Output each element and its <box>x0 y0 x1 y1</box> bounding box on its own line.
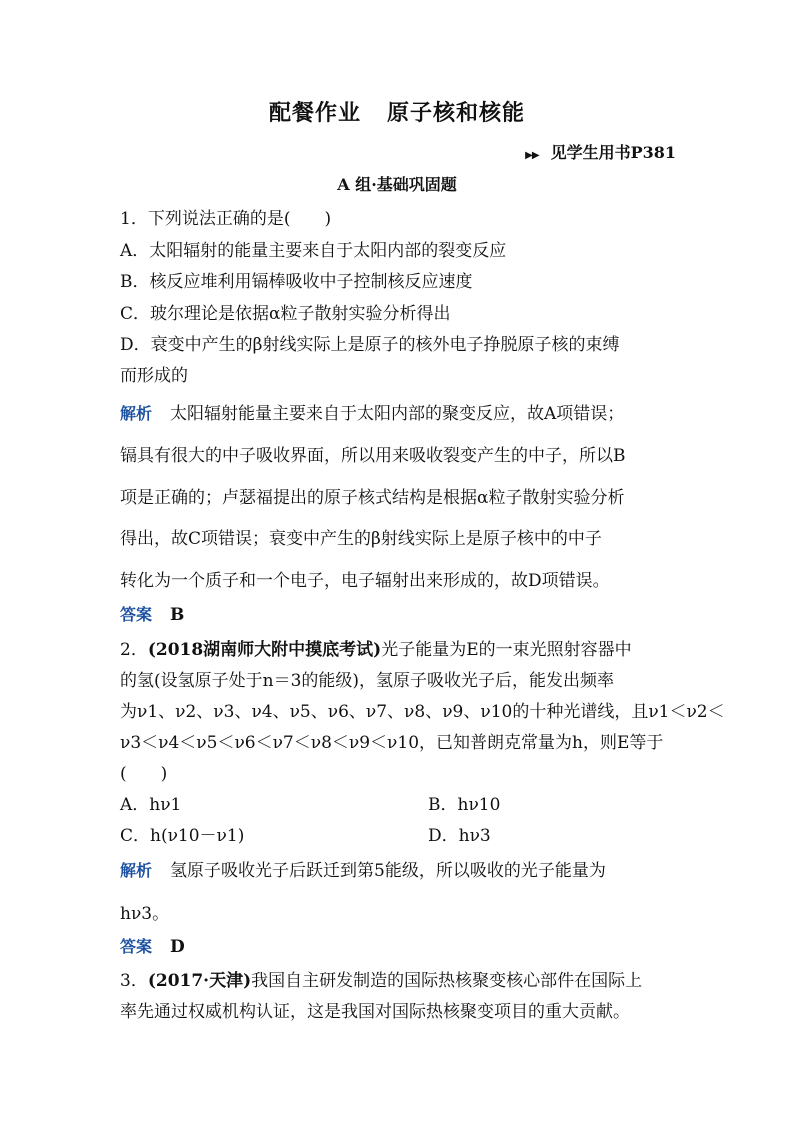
q2-stem-line5: ( ) <box>120 764 168 784</box>
analysis-label: 解析 <box>120 861 153 880</box>
q2-stem-line2: 的氢(设氢原子处于n＝3的能级)，氢原子吸收光子后，能发出频率 <box>120 671 615 691</box>
double-arrow-icon: ▶▶ <box>525 150 539 161</box>
title-left: 配餐作业 <box>268 101 361 126</box>
q2-analysis-line: hν3。 <box>120 904 170 924</box>
reference-note <box>525 140 676 163</box>
group-title: A 组·基础巩固题 <box>337 175 457 194</box>
answer-label: 答案 <box>120 937 153 956</box>
q2-source: (2018湖南师大附中摸底考试) <box>147 640 382 660</box>
title-right: 原子核和核能 <box>387 101 526 126</box>
page-title <box>0 96 794 127</box>
q1-answer-value: B <box>170 605 185 625</box>
reference-text: 见学生用书P381 <box>550 143 676 162</box>
q1-answer <box>120 602 184 625</box>
q1-analysis-line: 转化为一个质子和一个电子，电子辐射出来形成的，故D项错误。 <box>120 571 610 591</box>
q2-option-d: D．hν3 <box>428 826 491 846</box>
q2-option-a: A．hν1 <box>120 795 182 815</box>
q2-option-c: C．h(ν10－ν1) <box>120 826 245 846</box>
q3-source: (2017·天津) <box>147 971 252 991</box>
q1-option-c: C．玻尔理论是依据α粒子散射实验分析得出 <box>120 304 451 324</box>
q1-analysis-line: 解析 太阳辐射能量主要来自于太阳内部的聚变反应，故A项错误； <box>120 404 625 424</box>
q3-stem-line2: 率先通过权威机构认证，这是我国对国际热核聚变项目的重大贡献。 <box>120 1002 630 1022</box>
q2-analysis-line: 解析 氢原子吸收光子后跃迁到第5能级，所以吸收的光子能量为 <box>120 861 606 881</box>
q3-stem-line1: 3．(2017·天津)我国自主研发制造的国际热核聚变核心部件在国际上 <box>120 971 643 991</box>
q1-stem: 1．下列说法正确的是( ) <box>120 209 332 229</box>
q1-analysis-line: 镉具有很大的中子吸收界面，所以用来吸收裂变产生的中子，所以B <box>120 446 626 466</box>
q1-analysis-line: 得出，故C项错误；衰变中产生的β射线实际上是原子核中的中子 <box>120 529 602 549</box>
q2-stem-line3: 为ν1、ν2、ν3、ν4、ν5、ν6、ν7、ν8、ν9、ν10的十种光谱线，且ν1＜ν2＜ <box>120 702 725 722</box>
q2-stem-line4: ν3＜ν4＜ν5＜ν6＜ν7＜ν8＜ν9＜ν10，已知普朗克常量为h，则E等于 <box>120 733 664 753</box>
q1-option-d-cont: 而形成的 <box>120 366 188 386</box>
q2-answer <box>120 934 185 957</box>
q1-analysis-line: 项是正确的；卢瑟福提出的原子核式结构是根据α粒子散射实验分析 <box>120 488 625 508</box>
q2-option-b: B．hν10 <box>428 795 501 815</box>
answer-label: 答案 <box>120 605 153 624</box>
q2-stem-line1: 2．(2018湖南师大附中摸底考试)光子能量为E的一束光照射容器中 <box>120 640 632 660</box>
q1-option-d: D．衰变中产生的β射线实际上是原子的核外电子挣脱原子核的束缚 <box>120 335 620 355</box>
q2-answer-value: D <box>170 937 185 957</box>
q1-option-a: A．太阳辐射的能量主要来自于太阳内部的裂变反应 <box>120 241 507 261</box>
analysis-label: 解析 <box>120 404 153 423</box>
q1-option-b: B．核反应堆利用镉棒吸收中子控制核反应速度 <box>120 272 473 292</box>
